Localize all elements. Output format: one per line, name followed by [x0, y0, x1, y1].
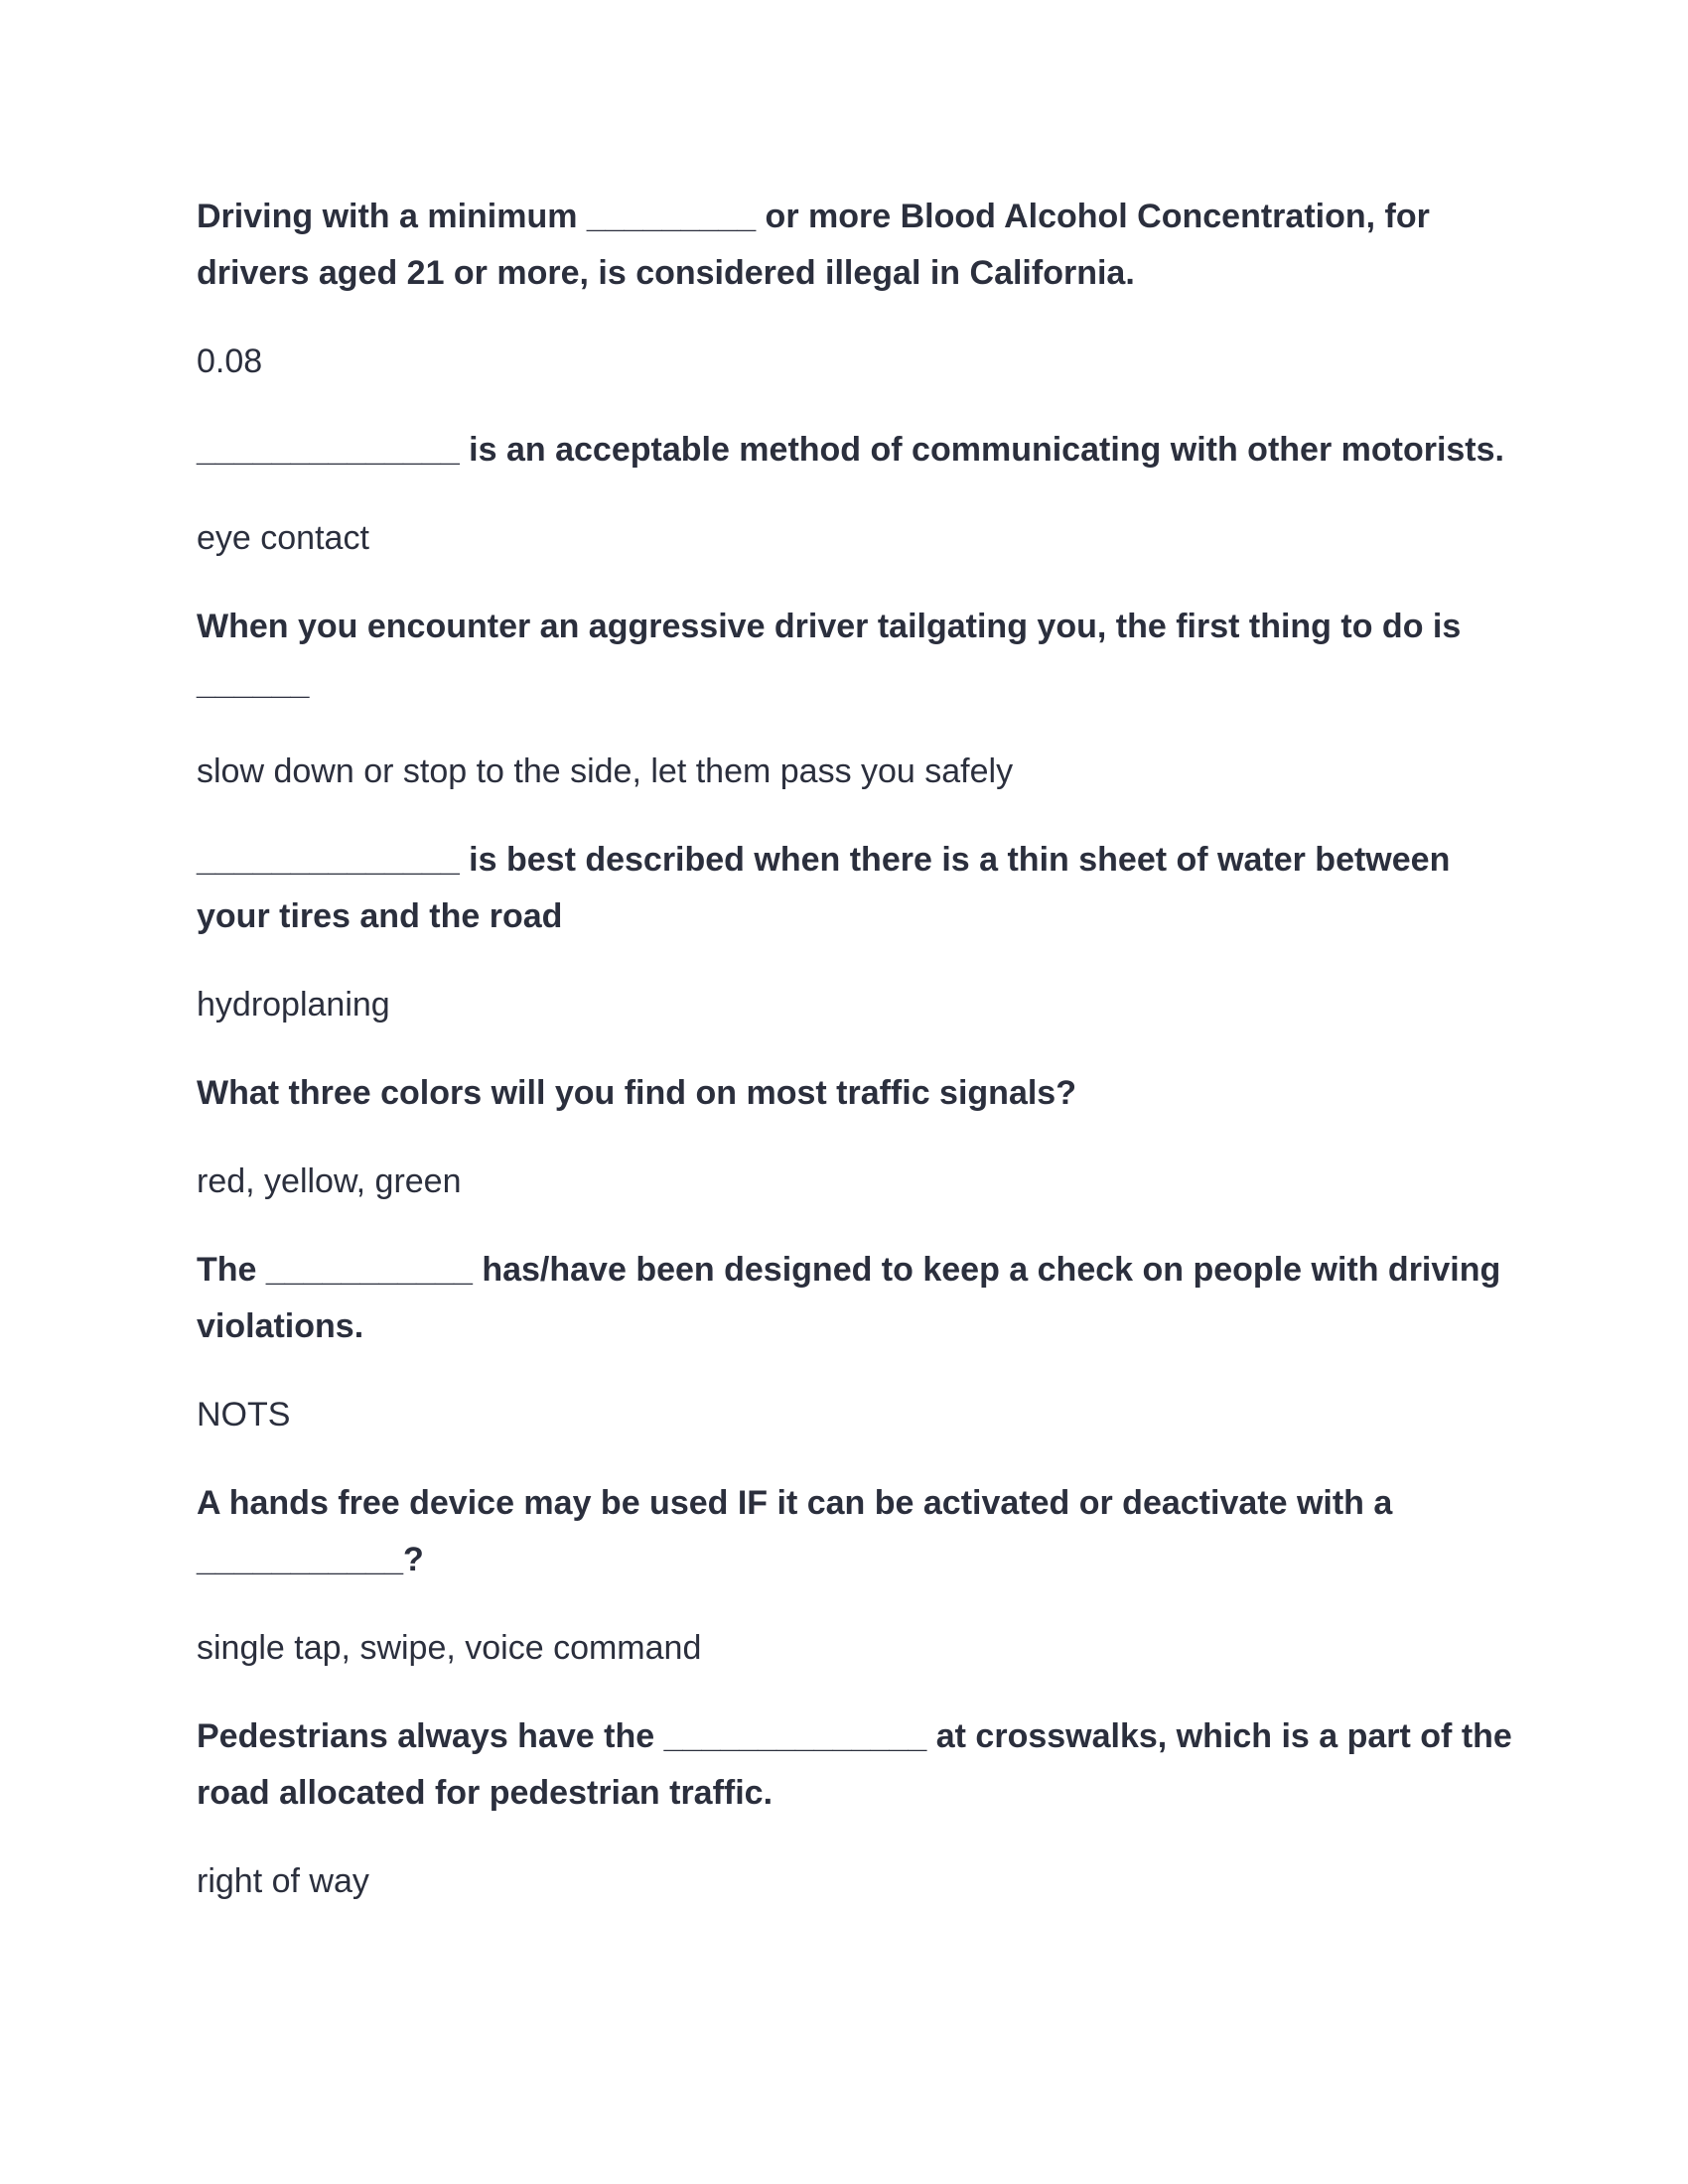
- question-text: A hands free device may be used IF it can be activated or deactivate with a ___________?: [197, 1484, 1393, 1578]
- answer-text: hydroplaning: [197, 986, 390, 1024]
- question-text: ______________ is an acceptable method of communicating with other motorists.: [197, 431, 1504, 469]
- question-text: When you encounter an aggressive driver tailgating you, the first thing to do is ______: [197, 608, 1462, 702]
- answer-text: eye contact: [197, 519, 369, 557]
- document-page: [197, 189, 1517, 1942]
- answer-text: 0.08: [197, 342, 263, 380]
- question-text: The ___________ has/have been designed to keep a check on people with driving violations.: [197, 1251, 1501, 1345]
- question-text: Pedestrians always have the ______________ at crosswalks, which is a part of the road allocated for pedestrian traffic.: [197, 1717, 1512, 1812]
- answer-text: NOTS: [197, 1396, 291, 1433]
- qa-item: [197, 422, 1517, 567]
- qa-item: [197, 1475, 1517, 1677]
- qa-item: [197, 1708, 1517, 1910]
- qa-item: [197, 599, 1517, 800]
- question-text: What three colors will you find on most traffic signals?: [197, 1074, 1076, 1112]
- qa-item: [197, 189, 1517, 390]
- qa-item: [197, 1065, 1517, 1210]
- question-text: ______________ is best described when there is a thin sheet of water between your tires and the road: [197, 841, 1451, 935]
- answer-text: right of way: [197, 1862, 369, 1900]
- qa-item: [197, 1242, 1517, 1443]
- answer-text: single tap, swipe, voice command: [197, 1629, 702, 1667]
- qa-item: [197, 832, 1517, 1033]
- answer-text: slow down or stop to the side, let them pass you safely: [197, 752, 1014, 790]
- question-text: Driving with a minimum _________ or more Blood Alcohol Concentration, for drivers aged 21 or more, is considered illegal in California.: [197, 198, 1430, 292]
- answer-text: red, yellow, green: [197, 1162, 462, 1200]
